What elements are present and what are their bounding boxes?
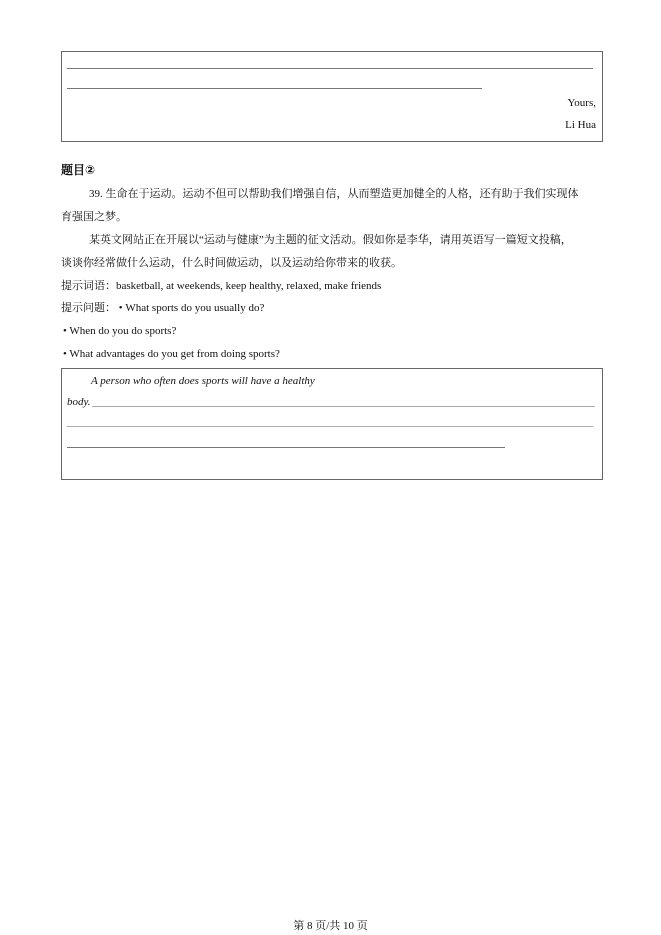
- question-text: 谈谈你经常做什么运动，什么时间做运动，以及运动给你带来的收获。: [61, 257, 402, 269]
- question-text: 某英文网站正在开展以“运动与健康”为主题的征文活动。假如你是李华，请用英语写一篇短文投稿，: [89, 234, 572, 246]
- hint-question: • What advantages do you get from doing sports?: [63, 348, 280, 360]
- writing-line: [67, 68, 593, 69]
- writing-line: [67, 447, 505, 448]
- answer-start-text: body.: [67, 396, 91, 408]
- writing-line: [92, 406, 595, 407]
- question-heading: 题目②: [61, 163, 96, 177]
- letter-closing: Yours,: [567, 97, 596, 109]
- page-footer: 第 8 页/共 10 页: [293, 920, 368, 932]
- writing-line: [67, 88, 482, 89]
- question-text: 育强国之梦。: [61, 211, 127, 223]
- letter-writing-box: [61, 51, 603, 142]
- answer-start-text: A person who often does sports will have a healthy: [91, 375, 315, 387]
- letter-signature: Li Hua: [565, 119, 596, 131]
- hint-words: 提示词语：basketball, at weekends, keep healthy, relaxed, make friends: [61, 280, 382, 292]
- question-text: 39. 生命在于运动。运动不但可以帮助我们增强自信，从而塑造更加健全的人格，还有助于我们实现体: [89, 188, 579, 200]
- hint-question: • When do you do sports?: [63, 325, 177, 337]
- hint-question: 提示问题： • What sports do you usually do?: [61, 302, 265, 314]
- writing-line: [67, 426, 593, 427]
